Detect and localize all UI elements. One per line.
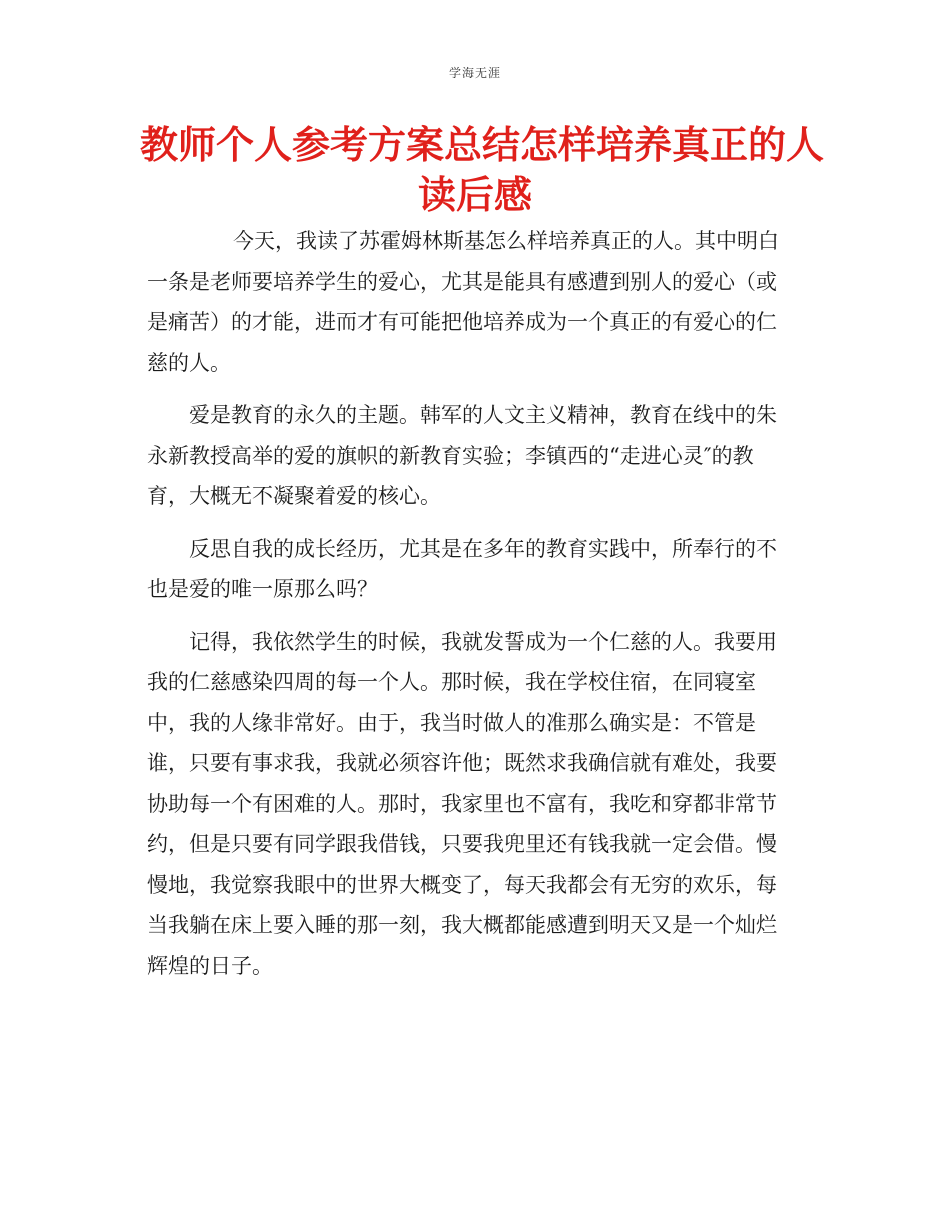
paragraph-line: 协助每一个有困难的人。那时，我家里也不富有，我吃和穿都非常节 bbox=[147, 791, 777, 816]
paragraph-line: 当我躺在床上要入睡的那一刻，我大概都能感遭到明天又是一个灿烂 bbox=[147, 913, 777, 937]
paragraph-line: 辉煌的日子。 bbox=[147, 953, 273, 978]
document-title bbox=[140, 120, 825, 220]
paragraph-line: 约，但是只要有同学跟我借钱，只要我兜里还有钱我就一定会借。慢 bbox=[147, 832, 777, 856]
paragraph-line: 反思自我的成长经历，尤其是在多年的教育实践中，所奉行的不 bbox=[189, 536, 777, 561]
paragraph-3 bbox=[147, 529, 803, 610]
paragraph-line: 谁，只要有事求我，我就必须容许他；既然求我确信就有难处，我要 bbox=[147, 751, 777, 775]
paragraph-line: 今天，我读了苏霍姆林斯基怎么样培养真正的人。其中明白 bbox=[233, 229, 779, 253]
document-body bbox=[147, 221, 803, 998]
header-note: 学海无涯 bbox=[448, 66, 501, 80]
paragraph-2 bbox=[147, 395, 803, 517]
paragraph-line: 是痛苦）的才能，进而才有可能把他培养成为一个真正的有爱心的仁 bbox=[147, 310, 777, 334]
paragraph-1 bbox=[147, 221, 803, 383]
paragraph-line: 爱是教育的永久的主题。韩军的人文主义精神，教育在线中的朱 bbox=[189, 403, 777, 427]
paragraph-4 bbox=[147, 622, 803, 987]
paragraph-line: 我的仁慈感染四周的每一个人。那时候，我在学校住宿，在同寝室 bbox=[147, 670, 756, 694]
title-line-1: 教师个人参考方案总结怎样培养真正的人 bbox=[140, 123, 825, 167]
paragraph-line: 中，我的人缘非常好。由于，我当时做人的准那么确实是：不管是 bbox=[147, 710, 756, 735]
paragraph-line: 记得，我依然学生的时候，我就发誓成为一个仁慈的人。我要用 bbox=[189, 629, 777, 654]
paragraph-line: 也是爱的唯一原那么吗？ bbox=[147, 577, 378, 601]
paragraph-line: 永新教授高举的爱的旗帜的新教育实验；李镇西的“走进心灵″的教 bbox=[147, 443, 754, 468]
paragraph-line: 慢地，我觉察我眼中的世界大概变了，每天我都会有无穷的欢乐，每 bbox=[147, 872, 777, 897]
paragraph-line: 育，大概无不凝聚着爱的核心。 bbox=[147, 484, 441, 508]
paragraph-line: 一条是老师要培养学生的爱心，尤其是能具有感遭到别人的爱心（或 bbox=[147, 269, 777, 294]
paragraph-line: 慈的人。 bbox=[147, 350, 231, 375]
title-line-2: 读后感 bbox=[417, 173, 532, 217]
